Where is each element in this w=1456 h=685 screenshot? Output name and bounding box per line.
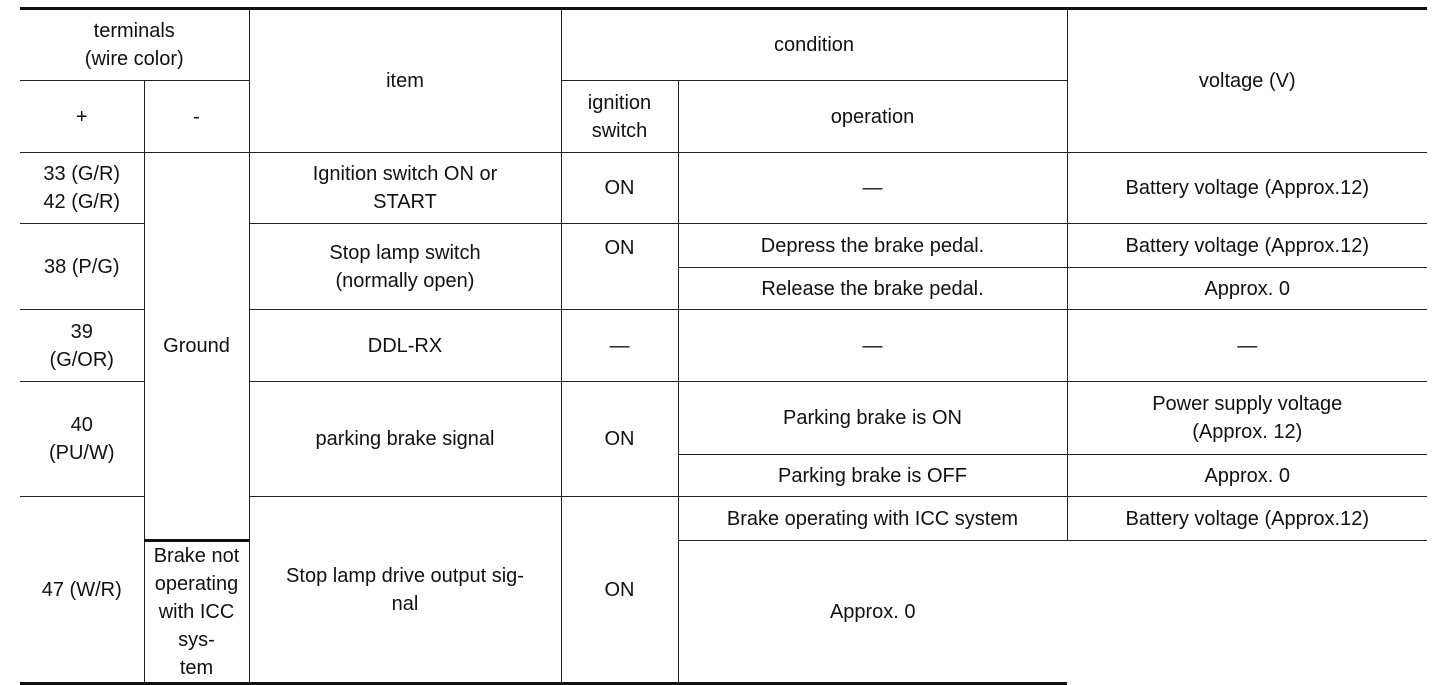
- voltage-cell: Battery voltage (Approx.12): [1067, 497, 1427, 541]
- ignition-cell: ON: [561, 153, 678, 224]
- terminal-cell: 40 (PU/W): [20, 382, 144, 497]
- voltage-cell: —: [1067, 310, 1427, 382]
- voltage-cell: Battery voltage (Approx.12): [1067, 224, 1427, 268]
- voltage-cell: Approx. 0: [1067, 268, 1427, 310]
- item-cell: Stop lamp switch (normally open): [249, 224, 561, 310]
- item-cell: Ignition switch ON or START: [249, 153, 561, 224]
- operation-cell: Depress the brake pedal.: [678, 224, 1067, 268]
- terminal-cell: 38 (P/G): [20, 224, 144, 310]
- ignition-cell: ON: [561, 224, 678, 310]
- operation-cell: Parking brake is OFF: [678, 455, 1067, 497]
- operation-cell: —: [678, 153, 1067, 224]
- voltage-cell: Battery voltage (Approx.12): [1067, 153, 1427, 224]
- terminal-voltage-table: [20, 7, 1427, 685]
- header-voltage: voltage (V): [1067, 9, 1427, 153]
- table-row: [20, 541, 1427, 684]
- item-cell: parking brake signal: [249, 382, 561, 497]
- terminal-cell: 47 (W/R): [20, 497, 144, 684]
- ignition-cell: —: [561, 310, 678, 382]
- operation-cell: Brake not operating with ICC sys- tem: [144, 541, 249, 684]
- operation-cell: Parking brake is ON: [678, 382, 1067, 455]
- operation-cell: Brake operating with ICC system: [678, 497, 1067, 541]
- operation-cell: Release the brake pedal.: [678, 268, 1067, 310]
- header-operation: operation: [678, 81, 1067, 153]
- header-terminals: terminals (wire color): [20, 9, 249, 81]
- terminal-cell: 33 (G/R) 42 (G/R): [20, 153, 144, 224]
- header-plus: +: [20, 81, 144, 153]
- terminal-cell: 39 (G/OR): [20, 310, 144, 382]
- voltage-cell: Power supply voltage (Approx. 12): [1067, 382, 1427, 455]
- voltage-cell: Approx. 0: [678, 541, 1067, 684]
- operation-cell: —: [678, 310, 1067, 382]
- header-item: item: [249, 9, 561, 153]
- ground-cell: Ground: [144, 153, 249, 541]
- voltage-cell: Approx. 0: [1067, 455, 1427, 497]
- ignition-cell: ON: [561, 497, 678, 684]
- item-cell: DDL-RX: [249, 310, 561, 382]
- header-condition: condition: [561, 9, 1067, 81]
- item-cell: Stop lamp drive output sig- nal: [249, 497, 561, 684]
- header-minus: -: [144, 81, 249, 153]
- header-ignition-switch: ignition switch: [561, 81, 678, 153]
- table-row: [20, 153, 1427, 224]
- ignition-cell: ON: [561, 382, 678, 497]
